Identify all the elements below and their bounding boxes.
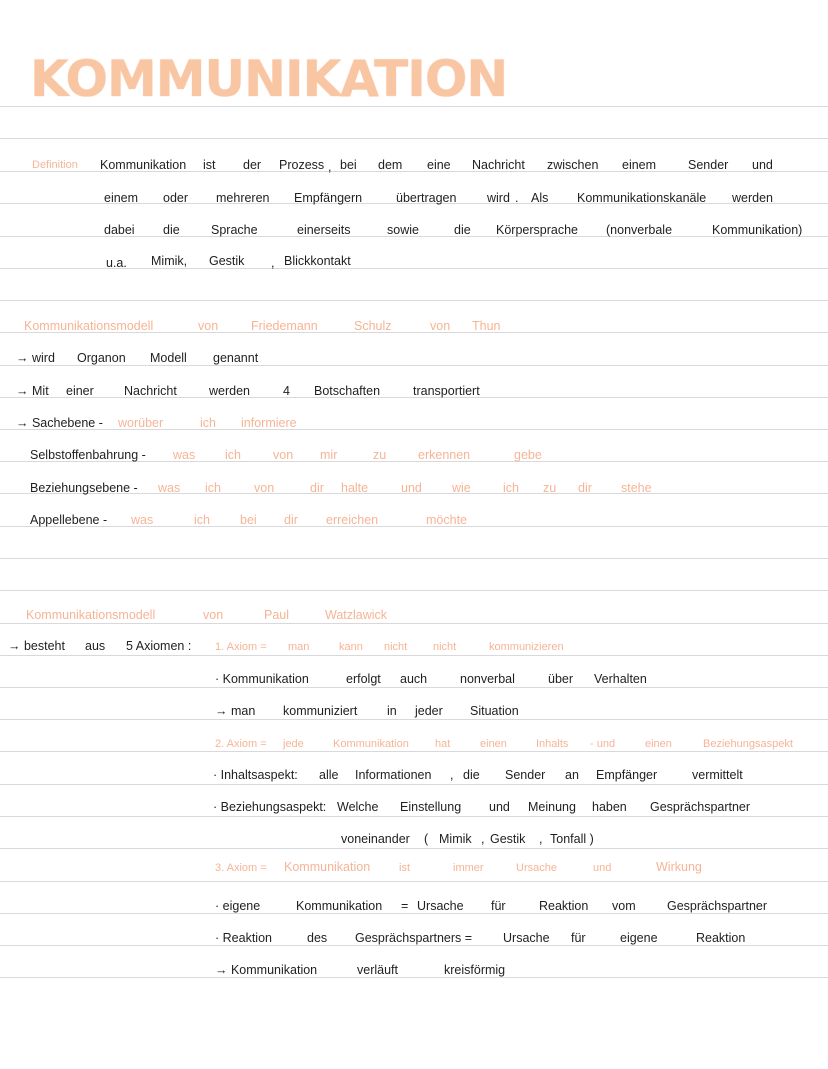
word: die	[454, 223, 471, 237]
word: dabei	[104, 223, 135, 237]
word: Informationen	[355, 768, 432, 782]
axiom-word: Beziehungsaspekt	[703, 738, 793, 750]
level-desc-word: ich	[225, 448, 241, 462]
word: die	[163, 223, 180, 237]
rule-line	[0, 751, 828, 752]
level-desc-word: dir	[578, 481, 592, 495]
word: wird	[487, 191, 510, 205]
level-name: Appellebene -	[30, 513, 108, 527]
word: Botschaften	[314, 384, 381, 398]
word: vermittelt	[692, 768, 743, 782]
heading-word: Watzlawick	[325, 608, 388, 622]
word: .	[515, 191, 519, 205]
word: erfolgt	[346, 672, 381, 686]
word: · Inhaltsaspekt:	[213, 768, 298, 782]
word: Gestik	[490, 832, 526, 846]
axiom-word: 1. Axiom =	[215, 641, 267, 653]
heading-word: Thun	[472, 319, 501, 333]
level-name: Beziehungsebene -	[30, 481, 138, 495]
word: einerseits	[297, 223, 351, 237]
level-desc-word: was	[131, 513, 154, 527]
rule-line	[0, 719, 828, 720]
rule-line	[0, 138, 828, 139]
level-desc-word: erreichen	[326, 513, 379, 527]
heading-word: von	[203, 608, 224, 622]
word: für	[491, 899, 506, 913]
level-desc-word: ich	[205, 481, 221, 495]
word: Mit	[32, 384, 49, 398]
word: Empfänger	[596, 768, 658, 782]
axiom-word: kommunizieren	[489, 641, 564, 653]
axiom-word: nicht	[433, 641, 457, 653]
rule-line	[0, 300, 828, 301]
word: =	[401, 899, 409, 913]
level-desc-word: erkennen	[418, 448, 471, 462]
rule-line	[0, 881, 828, 882]
word: des	[307, 931, 328, 945]
arrow-icon: →	[16, 384, 29, 398]
word: Kommunikationskanäle	[577, 191, 707, 205]
word: Kommunikation	[296, 899, 383, 913]
level-desc-word: und	[401, 481, 422, 495]
word: ,	[539, 832, 543, 846]
word: ist	[203, 158, 216, 172]
heading-word: Kommunikationsmodell	[26, 608, 156, 622]
axiom-word: 2. Axiom =	[215, 738, 267, 750]
level-name: Selbstoffenbahrung -	[30, 448, 146, 462]
word: Sender	[505, 768, 546, 782]
page-title: KOMMUNIKATION	[30, 50, 508, 108]
axiom-word: Ursache	[516, 862, 557, 874]
word: Sprache	[211, 223, 258, 237]
word: eigene	[620, 931, 658, 945]
word: und	[489, 800, 510, 814]
level-desc-word: worüber	[118, 416, 164, 430]
level-desc-word: ich	[200, 416, 216, 430]
axiom-word: einen	[645, 738, 672, 750]
word: wird	[32, 351, 55, 365]
level-desc-word: mir	[320, 448, 338, 462]
word: kreisförmig	[444, 963, 506, 977]
word: ,	[328, 160, 332, 174]
word: Mimik	[439, 832, 472, 846]
level-name: → Sachebene -	[16, 416, 103, 430]
word: Modell	[150, 351, 187, 365]
arrow-icon: →	[16, 351, 29, 365]
word: verläuft	[357, 963, 398, 977]
word: Ursache	[417, 899, 464, 913]
level-desc-word: halte	[341, 481, 369, 495]
heading-word: Friedemann	[251, 319, 318, 333]
axiom-word: Wirkung	[656, 860, 702, 874]
word: Verhalten	[594, 672, 647, 686]
word: Sender	[688, 158, 729, 172]
word: dem	[378, 158, 403, 172]
word: Welche	[337, 800, 379, 814]
word: Kommunikation)	[712, 223, 803, 237]
word: ,	[481, 832, 485, 846]
heading-word: Kommunikationsmodell	[24, 319, 154, 333]
word: an	[565, 768, 579, 782]
word: einem	[622, 158, 657, 172]
axiom-word: - und	[590, 738, 616, 750]
level-desc-word: informiere	[241, 416, 297, 430]
rule-line	[0, 977, 828, 978]
word: für	[571, 931, 586, 945]
word: zwischen	[547, 158, 599, 172]
level-desc-word: von	[273, 448, 294, 462]
rule-line	[0, 687, 828, 688]
word: Ursache	[503, 931, 550, 945]
heading-word: Schulz	[354, 319, 392, 333]
axiom-word: Kommunikation	[284, 860, 371, 874]
definition-label: Definition	[32, 159, 78, 171]
word: werden	[209, 384, 250, 398]
word: und	[752, 158, 773, 172]
word: alle	[319, 768, 339, 782]
word: Tonfall )	[550, 832, 594, 846]
word: → Kommunikation	[215, 963, 318, 977]
word: Einstellung	[400, 800, 462, 814]
level-desc-word: dir	[284, 513, 298, 527]
word: die	[463, 768, 480, 782]
word: 4	[283, 384, 290, 398]
word: 5 Axiomen :	[126, 639, 192, 653]
level-desc-word: von	[254, 481, 275, 495]
level-desc-word: gebe	[514, 448, 542, 462]
axiom-word: ist	[399, 862, 410, 874]
word: werden	[732, 191, 773, 205]
word: einer	[66, 384, 94, 398]
level-desc-word: zu	[543, 481, 557, 495]
word: transportiert	[413, 384, 480, 398]
word: bei	[340, 158, 357, 172]
word: Nachricht	[124, 384, 177, 398]
rule-line	[0, 655, 828, 656]
word: Meinung	[528, 800, 576, 814]
word: Situation	[470, 704, 519, 718]
axiom-word: man	[288, 641, 310, 653]
word: haben	[592, 800, 627, 814]
word: Mimik,	[151, 254, 188, 268]
word: nonverbal	[460, 672, 515, 686]
rule-line	[0, 945, 828, 946]
level-desc-word: wie	[452, 481, 471, 495]
rule-line	[0, 623, 828, 624]
word: Gesprächspartner	[650, 800, 751, 814]
word: (	[424, 832, 429, 846]
level-desc-word: ich	[194, 513, 210, 527]
word: auch	[400, 672, 428, 686]
word: Kommunikation	[100, 158, 187, 172]
axiom-word: hat	[435, 738, 451, 750]
level-desc-word: zu	[373, 448, 387, 462]
word: vom	[612, 899, 636, 913]
axiom-word: einen	[480, 738, 507, 750]
word: Körpersprache	[496, 223, 578, 237]
word: Gestik	[209, 254, 245, 268]
word: Gesprächspartner	[667, 899, 768, 913]
word: mehreren	[216, 191, 270, 205]
axiom-word: kann	[339, 641, 363, 653]
level-desc-word: möchte	[426, 513, 467, 527]
word: Blickkontakt	[284, 254, 351, 268]
level-desc-word: dir	[310, 481, 324, 495]
level-desc-word: was	[158, 481, 181, 495]
word: einem	[104, 191, 139, 205]
word: oder	[163, 191, 189, 205]
word: Organon	[77, 351, 126, 365]
word: der	[243, 158, 262, 172]
word: aus	[85, 639, 106, 653]
rule-line	[0, 913, 828, 914]
word: u.a.	[106, 256, 127, 270]
word: über	[548, 672, 574, 686]
level-desc-word: bei	[240, 513, 257, 527]
heading-word: von	[430, 319, 451, 333]
word: Prozess	[279, 158, 325, 172]
axiom-word: und	[593, 862, 612, 874]
word: jeder	[415, 704, 443, 718]
word: eine	[427, 158, 451, 172]
rule-line	[0, 590, 828, 591]
rule-line	[0, 848, 828, 849]
word: ,	[271, 256, 275, 270]
word: genannt	[213, 351, 259, 365]
axiom-word: Kommunikation	[333, 738, 409, 750]
rule-line	[0, 526, 828, 527]
word: Gesprächspartners =	[355, 931, 473, 945]
word: · Beziehungsaspekt:	[213, 800, 327, 814]
word: sowie	[387, 223, 419, 237]
word: Als	[531, 191, 549, 205]
word: Reaktion	[696, 931, 746, 945]
word: Reaktion	[539, 899, 589, 913]
rule-line	[0, 784, 828, 785]
word: (nonverbale	[606, 223, 673, 237]
word: übertragen	[396, 191, 457, 205]
word: Empfängern	[294, 191, 363, 205]
word: → man	[215, 704, 256, 718]
word: · eigene	[215, 899, 261, 913]
rule-line	[0, 558, 828, 559]
word: Nachricht	[472, 158, 525, 172]
word: voneinander	[341, 832, 410, 846]
level-desc-word: ich	[503, 481, 519, 495]
heading-word: Paul	[264, 608, 290, 622]
axiom-word: 3. Axiom =	[215, 862, 267, 874]
heading-word: von	[198, 319, 219, 333]
level-desc-word: stehe	[621, 481, 652, 495]
rule-line	[0, 816, 828, 817]
word: ,	[450, 768, 454, 782]
level-desc-word: was	[173, 448, 196, 462]
axiom-word: jede	[283, 738, 304, 750]
axiom-word: immer	[453, 862, 484, 874]
word: kommuniziert	[283, 704, 358, 718]
rule-line	[0, 365, 828, 366]
word: · Kommunikation	[215, 672, 309, 686]
axiom-word: nicht	[384, 641, 408, 653]
word: · Reaktion	[215, 931, 272, 945]
word: → besteht	[8, 639, 65, 653]
word: in	[387, 704, 397, 718]
axiom-word: Inhalts	[536, 738, 569, 750]
